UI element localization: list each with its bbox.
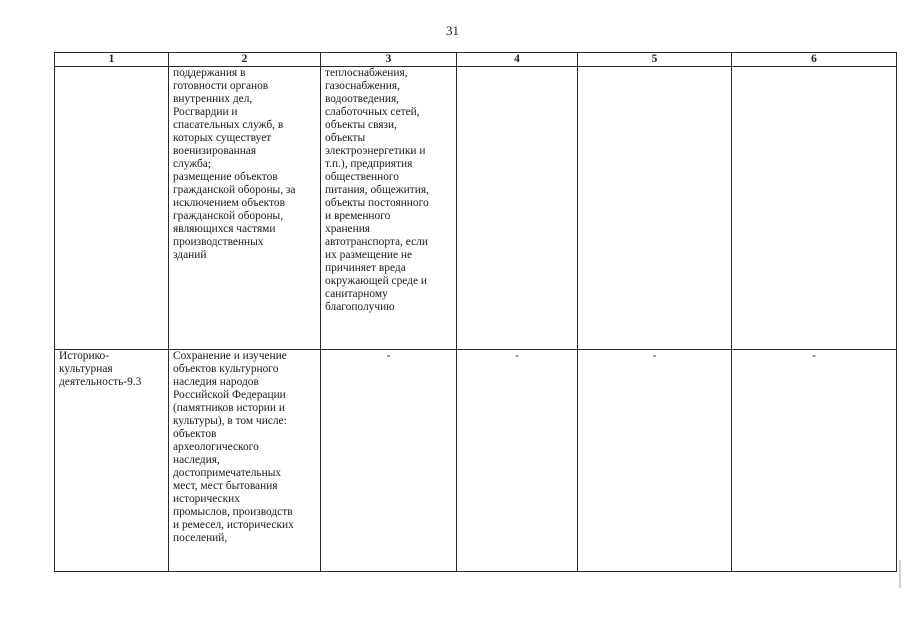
cell-line: и ремесел, исторических [173, 519, 294, 531]
column-header-1: 1 [55, 53, 169, 67]
row1-col6-cell [732, 67, 897, 350]
cell-line: общественного [325, 171, 399, 183]
cell-line: причиняет вреда [325, 262, 406, 274]
row2-col3-cell: - [321, 350, 457, 572]
cell-line: археологического [173, 441, 259, 453]
row1-col2-cell [169, 67, 321, 350]
cell-line: Сохранение и изучение [173, 350, 287, 362]
cell-line: достопримечательных [173, 467, 282, 479]
cell-line: гражданской обороны, за [173, 184, 296, 196]
cell-line: хранения [325, 223, 371, 235]
cell-line: наследия, [173, 454, 220, 466]
row1-col4-cell [457, 67, 578, 350]
cell-line: поселений, [173, 532, 228, 544]
cell-line: служба; [173, 158, 212, 170]
cell-line: и временного [325, 210, 391, 222]
cell-line: объектов [173, 428, 217, 440]
column-header-2: 2 [169, 53, 321, 67]
row2-col6-cell: - [732, 350, 897, 572]
cell-line: мест, мест бытования [173, 480, 278, 492]
cell-line: гражданской обороны, [173, 210, 284, 222]
cell-line: слаботочных сетей, [325, 106, 420, 118]
cell-line: (памятников истории и [173, 402, 285, 414]
column-header-5: 5 [578, 53, 732, 67]
scan-edge-mark [899, 560, 901, 588]
cell-line: поддержания в [173, 67, 246, 79]
cell-line: зданий [173, 249, 207, 261]
row1-col3-cell [321, 67, 457, 350]
cell-line: промыслов, производств [173, 506, 293, 518]
cell-line: наследия народов [173, 376, 259, 388]
cell-line: объекты постоянного [325, 197, 429, 209]
cell-line: которых существует [173, 132, 272, 144]
column-header-6: 6 [732, 53, 897, 67]
cell-line: исключением объектов [173, 197, 285, 209]
cell-line: объекты связи, [325, 119, 397, 131]
row1-col5-cell [578, 67, 732, 350]
row2-col4-cell: - [457, 350, 578, 572]
cell-line: Росгвардии и [173, 106, 238, 118]
cell-line: культуры), в том числе: [173, 415, 287, 427]
cell-line: внутренних дел, [173, 93, 253, 105]
column-header-4: 4 [457, 53, 578, 67]
table-row [55, 350, 897, 572]
page-number: 31 [446, 23, 459, 38]
cell-line: деятельность-9.3 [59, 376, 142, 388]
cell-line: санитарному [325, 288, 388, 300]
regulation-table [54, 52, 897, 572]
table-header-row [55, 53, 897, 67]
column-header-3: 3 [321, 53, 457, 67]
cell-line: т.п.), предприятия [325, 158, 413, 170]
cell-line: готовности органов [173, 80, 269, 92]
table-row [55, 67, 897, 350]
cell-line: размещение объектов [173, 171, 278, 183]
cell-line: водоотведения, [325, 93, 400, 105]
cell-line: окружающей среде и [325, 275, 427, 287]
row2-col1-cell [55, 350, 169, 572]
cell-line: их размещение не [325, 249, 413, 261]
cell-line: являющихся частями [173, 223, 276, 235]
cell-line: электроэнергетики и [325, 145, 426, 157]
cell-line: спасательных служб, в [173, 119, 284, 131]
cell-line: военизированная [173, 145, 257, 157]
cell-line: объектов культурного [173, 363, 279, 375]
cell-line: благополучию [325, 301, 395, 313]
cell-line: автотранспорта, если [325, 236, 428, 248]
cell-line: культурная [59, 363, 113, 375]
row1-col1-cell [55, 67, 169, 350]
cell-line: исторических [173, 493, 240, 505]
cell-line: Российской Федерации [173, 389, 286, 401]
cell-line: Историко- [59, 350, 110, 362]
cell-line: газоснабжения, [325, 80, 400, 92]
cell-line: теплоснабжения, [325, 67, 408, 79]
row2-col5-cell: - [578, 350, 732, 572]
cell-line: производственных [173, 236, 264, 248]
cell-line: питания, общежития, [325, 184, 429, 196]
cell-line: объекты [325, 132, 366, 144]
row2-col2-cell [169, 350, 321, 572]
